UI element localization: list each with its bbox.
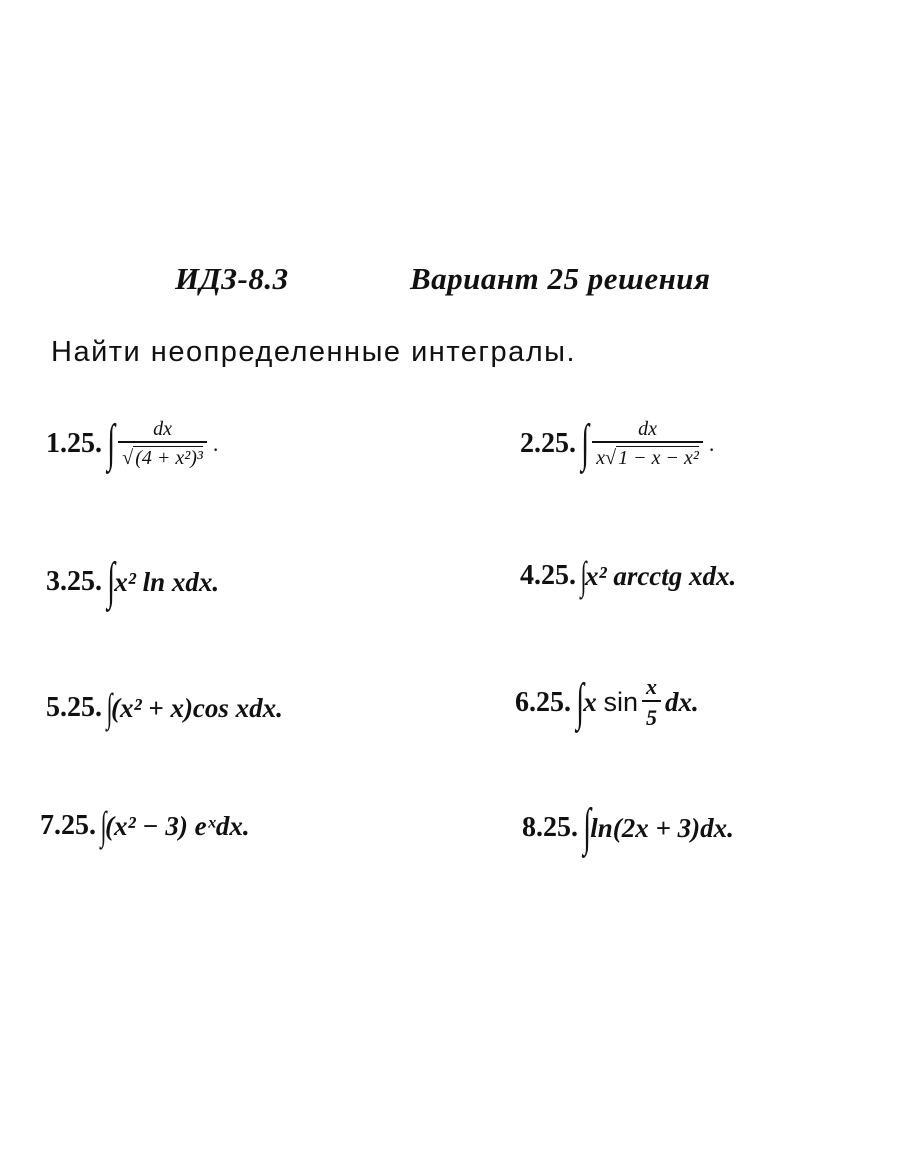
sin-function: sin xyxy=(603,687,639,717)
integrand xyxy=(590,813,734,844)
fraction-denominator xyxy=(592,441,703,470)
fraction-denominator: 5 xyxy=(642,700,661,731)
document-code: ИДЗ-8.3 xyxy=(175,261,289,296)
period: . xyxy=(708,431,715,456)
problem-number: 4.25. xyxy=(520,560,576,591)
denominator-prefix: x xyxy=(596,447,606,469)
integrand-text: (x² + x)cos xdx. xyxy=(110,692,283,723)
integrand xyxy=(114,567,219,598)
fraction xyxy=(642,674,661,731)
period: . xyxy=(212,431,219,456)
radicand: (4 + x²)³ xyxy=(135,447,203,469)
problem-2 xyxy=(520,415,715,472)
integrand-text: ln(2x + 3)dx. xyxy=(590,812,734,843)
integral-sign: ∫ xyxy=(107,415,116,472)
integral-sign: ∫ xyxy=(107,553,116,610)
problem-5 xyxy=(46,685,283,730)
problem-number: 5.25. xyxy=(46,692,102,723)
problem-number: 8.25. xyxy=(522,812,578,843)
integral-sign: ∫ xyxy=(100,803,107,848)
integrand xyxy=(585,561,736,592)
integral-sign: ∫ xyxy=(581,415,590,472)
integral-sign: ∫ xyxy=(583,799,592,856)
fraction xyxy=(592,418,703,470)
fraction-numerator: x xyxy=(646,674,658,699)
sqrt-sign: √ xyxy=(122,447,134,469)
problem-number: 1.25. xyxy=(46,428,102,459)
integral-sign: ∫ xyxy=(106,685,113,730)
integral-sign: ∫ xyxy=(580,553,587,598)
integrand-text: (x² − 3) eˣdx. xyxy=(104,810,250,841)
variant-title: Вариант 25 решения xyxy=(410,261,711,296)
fraction-numerator: dx xyxy=(153,418,173,440)
integrand xyxy=(105,811,250,842)
problem-number: 6.25. xyxy=(515,686,571,718)
variable-x: x xyxy=(583,687,597,717)
fraction-numerator: dx xyxy=(638,418,657,440)
sqrt-sign: √ xyxy=(605,447,617,469)
integrand-text: x² arcctg xdx. xyxy=(584,560,737,591)
problem-3 xyxy=(46,553,220,610)
problem-number: 3.25. xyxy=(46,566,102,597)
problem-4 xyxy=(520,553,737,598)
fraction xyxy=(118,418,207,470)
problem-1 xyxy=(46,415,219,472)
radicand: 1 − x − x² xyxy=(618,447,699,469)
task-instruction: Найти неопределенные интегралы. xyxy=(51,336,577,368)
problem-6 xyxy=(515,674,699,731)
problem-8 xyxy=(522,799,734,856)
problem-7 xyxy=(40,803,250,848)
integrand-text: x² ln xdx. xyxy=(114,566,220,597)
problem-number: 7.25. xyxy=(40,810,96,841)
integrand xyxy=(111,693,283,724)
differential: dx. xyxy=(665,687,699,717)
fraction-denominator xyxy=(118,441,207,470)
integral-sign: ∫ xyxy=(576,673,585,731)
problem-number: 2.25. xyxy=(520,428,576,459)
